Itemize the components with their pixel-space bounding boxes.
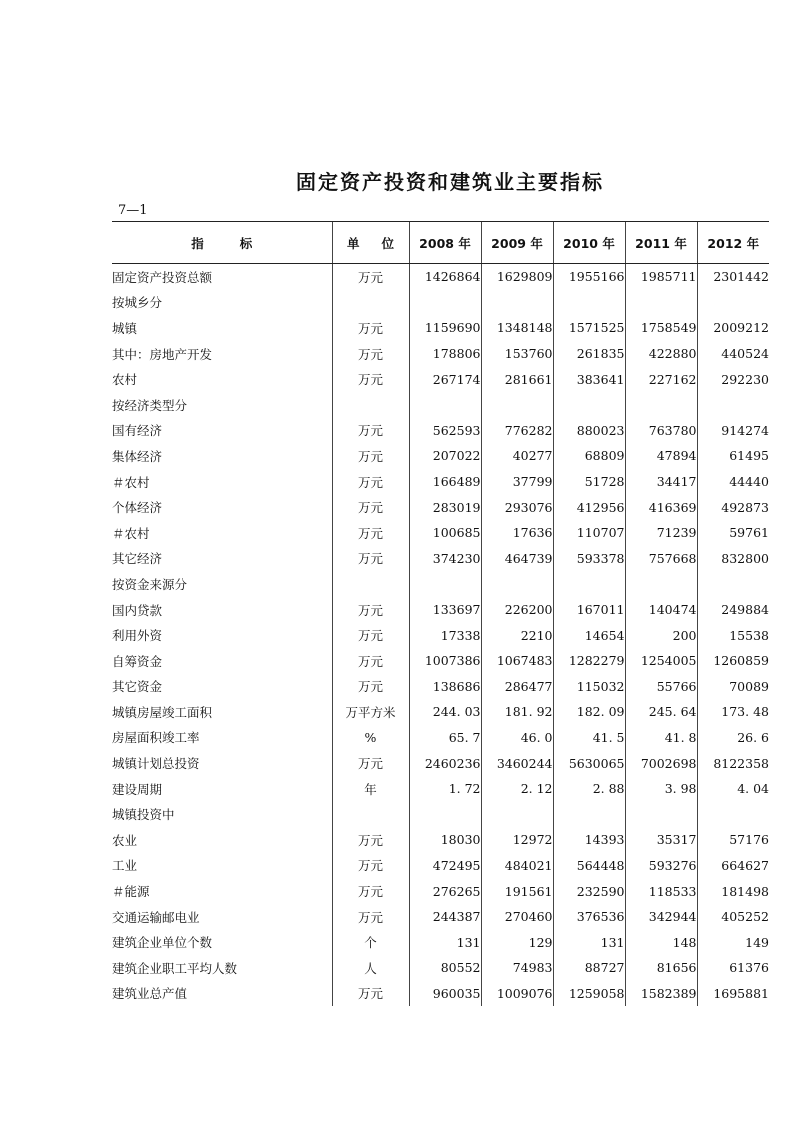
table-header-row <box>112 222 769 264</box>
value-cell: 593378 <box>553 546 625 572</box>
value-cell: 342944 <box>625 904 697 930</box>
row-label: 建筑企业职工平均人数 <box>112 960 238 976</box>
table-row <box>112 315 769 341</box>
value-cell <box>553 801 625 827</box>
value-cell <box>481 571 553 597</box>
table-row <box>112 776 769 802</box>
table-row <box>112 878 769 904</box>
row-unit: 万元 <box>332 341 409 367</box>
value-cell: 492873 <box>697 494 769 520</box>
row-label: 工业 <box>112 858 138 874</box>
value-cell: 173. 48 <box>697 699 769 725</box>
value-cell: 1348148 <box>481 315 553 341</box>
value-cell: 281661 <box>481 366 553 392</box>
value-cell: 80552 <box>409 955 481 981</box>
value-cell: 1254005 <box>625 648 697 674</box>
table-row <box>112 366 769 392</box>
value-cell: 88727 <box>553 955 625 981</box>
row-label: 城镇计划总投资 <box>112 756 200 772</box>
value-cell: 276265 <box>409 878 481 904</box>
row-label: 其它资金 <box>112 679 163 695</box>
value-cell: 267174 <box>409 366 481 392</box>
table-row <box>112 955 769 981</box>
value-cell <box>697 290 769 316</box>
header-indicator: 指 标 <box>112 222 332 264</box>
row-label: 房屋面积竣工率 <box>112 730 200 746</box>
table-row <box>112 981 769 1007</box>
section-number: 7—1 <box>118 203 148 218</box>
value-cell: 61376 <box>697 955 769 981</box>
value-cell: 261835 <box>553 341 625 367</box>
value-cell: 286477 <box>481 674 553 700</box>
row-label: 固定资产投资总额 <box>112 269 213 285</box>
indicator-table <box>112 221 769 1006</box>
row-unit: 万平方米 <box>332 699 409 725</box>
value-cell: 133697 <box>409 597 481 623</box>
table-row <box>112 929 769 955</box>
value-cell: 383641 <box>553 366 625 392</box>
value-cell: 2301442 <box>697 264 769 290</box>
table-body <box>112 264 769 1007</box>
value-cell: 4. 04 <box>697 776 769 802</box>
table-row <box>112 827 769 853</box>
table-row <box>112 546 769 572</box>
value-cell: 564448 <box>553 853 625 879</box>
row-label: 建设周期 <box>112 781 163 797</box>
value-cell <box>553 392 625 418</box>
value-cell: 41. 8 <box>625 725 697 751</box>
value-cell <box>625 801 697 827</box>
value-cell: 26. 6 <box>697 725 769 751</box>
value-cell: 227162 <box>625 366 697 392</box>
row-unit: 万元 <box>332 750 409 776</box>
value-cell: 118533 <box>625 878 697 904</box>
row-unit: 万元 <box>332 597 409 623</box>
row-label: 个体经济 <box>112 500 163 516</box>
value-cell: 757668 <box>625 546 697 572</box>
value-cell: 464739 <box>481 546 553 572</box>
row-label: 按城乡分 <box>112 295 163 311</box>
value-cell: 293076 <box>481 494 553 520</box>
row-unit: 万元 <box>332 520 409 546</box>
value-cell: 405252 <box>697 904 769 930</box>
row-label: 国内贷款 <box>112 602 163 618</box>
table-row <box>112 290 769 316</box>
table-row <box>112 699 769 725</box>
value-cell <box>481 290 553 316</box>
value-cell: 376536 <box>553 904 625 930</box>
header-year-2008: 2008 年 <box>409 222 481 264</box>
row-label: 农业 <box>112 832 138 848</box>
row-unit: 万元 <box>332 315 409 341</box>
value-cell: 110707 <box>553 520 625 546</box>
value-cell: 182. 09 <box>553 699 625 725</box>
table-row <box>112 801 769 827</box>
value-cell: 12972 <box>481 827 553 853</box>
table-row <box>112 648 769 674</box>
row-unit: 个 <box>332 929 409 955</box>
value-cell: 178806 <box>409 341 481 367</box>
value-cell: 138686 <box>409 674 481 700</box>
row-label: 国有经济 <box>112 423 163 439</box>
value-cell: 664627 <box>697 853 769 879</box>
value-cell: 1629809 <box>481 264 553 290</box>
header-year-2010: 2010 年 <box>553 222 625 264</box>
row-label: ＃能源 <box>112 884 150 900</box>
value-cell: 41. 5 <box>553 725 625 751</box>
row-label: 利用外资 <box>112 628 163 644</box>
value-cell: 8122358 <box>697 750 769 776</box>
row-unit: 万元 <box>332 648 409 674</box>
value-cell: 7002698 <box>625 750 697 776</box>
table-row <box>112 674 769 700</box>
value-cell: 74983 <box>481 955 553 981</box>
row-unit: 万元 <box>332 981 409 1007</box>
value-cell: 167011 <box>553 597 625 623</box>
value-cell: 68809 <box>553 443 625 469</box>
row-label: 其它经济 <box>112 551 163 567</box>
value-cell: 71239 <box>625 520 697 546</box>
value-cell: 153760 <box>481 341 553 367</box>
value-cell: 880023 <box>553 418 625 444</box>
value-cell: 207022 <box>409 443 481 469</box>
value-cell: 249884 <box>697 597 769 623</box>
value-cell: 292230 <box>697 366 769 392</box>
row-unit: 万元 <box>332 366 409 392</box>
row-unit: % <box>332 725 409 751</box>
table-row <box>112 853 769 879</box>
value-cell: 3. 98 <box>625 776 697 802</box>
value-cell: 484021 <box>481 853 553 879</box>
value-cell: 115032 <box>553 674 625 700</box>
row-unit: 万元 <box>332 878 409 904</box>
row-unit: 年 <box>332 776 409 802</box>
table-row <box>112 494 769 520</box>
value-cell: 1259058 <box>553 981 625 1007</box>
value-cell: 40277 <box>481 443 553 469</box>
header-year-2011: 2011 年 <box>625 222 697 264</box>
value-cell: 270460 <box>481 904 553 930</box>
value-cell: 35317 <box>625 827 697 853</box>
row-label: 建筑企业单位个数 <box>112 935 213 951</box>
value-cell: 57176 <box>697 827 769 853</box>
value-cell: 1. 72 <box>409 776 481 802</box>
value-cell: 100685 <box>409 520 481 546</box>
row-unit: 万元 <box>332 853 409 879</box>
value-cell: 2009212 <box>697 315 769 341</box>
value-cell: 17636 <box>481 520 553 546</box>
value-cell: 14654 <box>553 622 625 648</box>
value-cell <box>481 801 553 827</box>
row-unit: 万元 <box>332 494 409 520</box>
value-cell: 1695881 <box>697 981 769 1007</box>
value-cell <box>409 290 481 316</box>
value-cell: 55766 <box>625 674 697 700</box>
value-cell: 226200 <box>481 597 553 623</box>
value-cell: 2. 88 <box>553 776 625 802</box>
value-cell: 1159690 <box>409 315 481 341</box>
value-cell <box>697 801 769 827</box>
value-cell: 1009076 <box>481 981 553 1007</box>
value-cell: 181. 92 <box>481 699 553 725</box>
row-label: 按资金来源分 <box>112 576 188 592</box>
value-cell: 51728 <box>553 469 625 495</box>
row-label: 城镇 <box>112 320 138 336</box>
table-row <box>112 725 769 751</box>
value-cell: 129 <box>481 929 553 955</box>
table-row <box>112 622 769 648</box>
value-cell <box>409 392 481 418</box>
value-cell: 18030 <box>409 827 481 853</box>
value-cell: 1985711 <box>625 264 697 290</box>
value-cell: 440524 <box>697 341 769 367</box>
value-cell: 1426864 <box>409 264 481 290</box>
row-label: 城镇房屋竣工面积 <box>112 704 213 720</box>
value-cell: 46. 0 <box>481 725 553 751</box>
value-cell <box>553 571 625 597</box>
value-cell: 593276 <box>625 853 697 879</box>
header-year-2012: 2012 年 <box>697 222 769 264</box>
value-cell: 1758549 <box>625 315 697 341</box>
value-cell: 1955166 <box>553 264 625 290</box>
table-row <box>112 341 769 367</box>
table-row <box>112 750 769 776</box>
row-unit: 万元 <box>332 469 409 495</box>
value-cell <box>625 290 697 316</box>
value-cell: 472495 <box>409 853 481 879</box>
row-label: 集体经济 <box>112 448 163 464</box>
row-label: 建筑业总产值 <box>112 986 188 1002</box>
value-cell: 47894 <box>625 443 697 469</box>
value-cell: 17338 <box>409 622 481 648</box>
table-row <box>112 418 769 444</box>
value-cell <box>481 392 553 418</box>
value-cell: 763780 <box>625 418 697 444</box>
value-cell: 34417 <box>625 469 697 495</box>
value-cell: 1067483 <box>481 648 553 674</box>
value-cell: 166489 <box>409 469 481 495</box>
value-cell: 181498 <box>697 878 769 904</box>
value-cell: 832800 <box>697 546 769 572</box>
value-cell: 245. 64 <box>625 699 697 725</box>
value-cell: 131 <box>553 929 625 955</box>
row-unit: 万元 <box>332 264 409 290</box>
value-cell: 1260859 <box>697 648 769 674</box>
value-cell: 2. 12 <box>481 776 553 802</box>
table-row <box>112 904 769 930</box>
table-row <box>112 443 769 469</box>
value-cell: 81656 <box>625 955 697 981</box>
value-cell: 1007386 <box>409 648 481 674</box>
value-cell: 1282279 <box>553 648 625 674</box>
value-cell: 3460244 <box>481 750 553 776</box>
value-cell: 70089 <box>697 674 769 700</box>
value-cell: 15538 <box>697 622 769 648</box>
table-row <box>112 469 769 495</box>
row-unit: 人 <box>332 955 409 981</box>
value-cell: 65. 7 <box>409 725 481 751</box>
row-unit: 万元 <box>332 674 409 700</box>
row-unit <box>332 571 409 597</box>
value-cell: 244. 03 <box>409 699 481 725</box>
row-label: 自筹资金 <box>112 653 163 669</box>
row-unit: 万元 <box>332 443 409 469</box>
table-row <box>112 571 769 597</box>
value-cell: 412956 <box>553 494 625 520</box>
value-cell: 44440 <box>697 469 769 495</box>
row-label: 交通运输邮电业 <box>112 909 200 925</box>
table-row <box>112 520 769 546</box>
table-row <box>112 264 769 290</box>
value-cell: 149 <box>697 929 769 955</box>
value-cell: 2460236 <box>409 750 481 776</box>
value-cell: 374230 <box>409 546 481 572</box>
row-label: 其中：房地产开发 <box>112 346 213 362</box>
value-cell: 140474 <box>625 597 697 623</box>
page-title: 固定资产投资和建筑业主要指标 <box>296 170 604 194</box>
value-cell: 148 <box>625 929 697 955</box>
table-row <box>112 392 769 418</box>
value-cell <box>697 392 769 418</box>
row-unit <box>332 801 409 827</box>
row-unit: 万元 <box>332 904 409 930</box>
value-cell: 200 <box>625 622 697 648</box>
value-cell <box>625 571 697 597</box>
row-label: 城镇投资中 <box>112 807 175 823</box>
value-cell: 131 <box>409 929 481 955</box>
row-unit: 万元 <box>332 827 409 853</box>
row-label: ＃农村 <box>112 525 150 541</box>
value-cell <box>625 392 697 418</box>
header-unit: 单 位 <box>332 222 409 264</box>
value-cell: 416369 <box>625 494 697 520</box>
value-cell: 914274 <box>697 418 769 444</box>
row-unit <box>332 290 409 316</box>
value-cell <box>553 290 625 316</box>
value-cell: 562593 <box>409 418 481 444</box>
value-cell: 61495 <box>697 443 769 469</box>
value-cell: 37799 <box>481 469 553 495</box>
row-label: 按经济类型分 <box>112 397 188 413</box>
value-cell: 960035 <box>409 981 481 1007</box>
value-cell: 1582389 <box>625 981 697 1007</box>
row-unit: 万元 <box>332 622 409 648</box>
row-unit <box>332 392 409 418</box>
value-cell: 776282 <box>481 418 553 444</box>
value-cell: 2210 <box>481 622 553 648</box>
value-cell: 14393 <box>553 827 625 853</box>
row-unit: 万元 <box>332 418 409 444</box>
value-cell: 5630065 <box>553 750 625 776</box>
row-unit: 万元 <box>332 546 409 572</box>
value-cell: 59761 <box>697 520 769 546</box>
value-cell: 232590 <box>553 878 625 904</box>
value-cell: 1571525 <box>553 315 625 341</box>
value-cell: 422880 <box>625 341 697 367</box>
table-row <box>112 597 769 623</box>
value-cell <box>409 571 481 597</box>
value-cell <box>697 571 769 597</box>
header-year-2009: 2009 年 <box>481 222 553 264</box>
value-cell: 283019 <box>409 494 481 520</box>
row-label: 农村 <box>112 372 138 388</box>
value-cell: 191561 <box>481 878 553 904</box>
value-cell: 244387 <box>409 904 481 930</box>
value-cell <box>409 801 481 827</box>
row-label: ＃农村 <box>112 474 150 490</box>
